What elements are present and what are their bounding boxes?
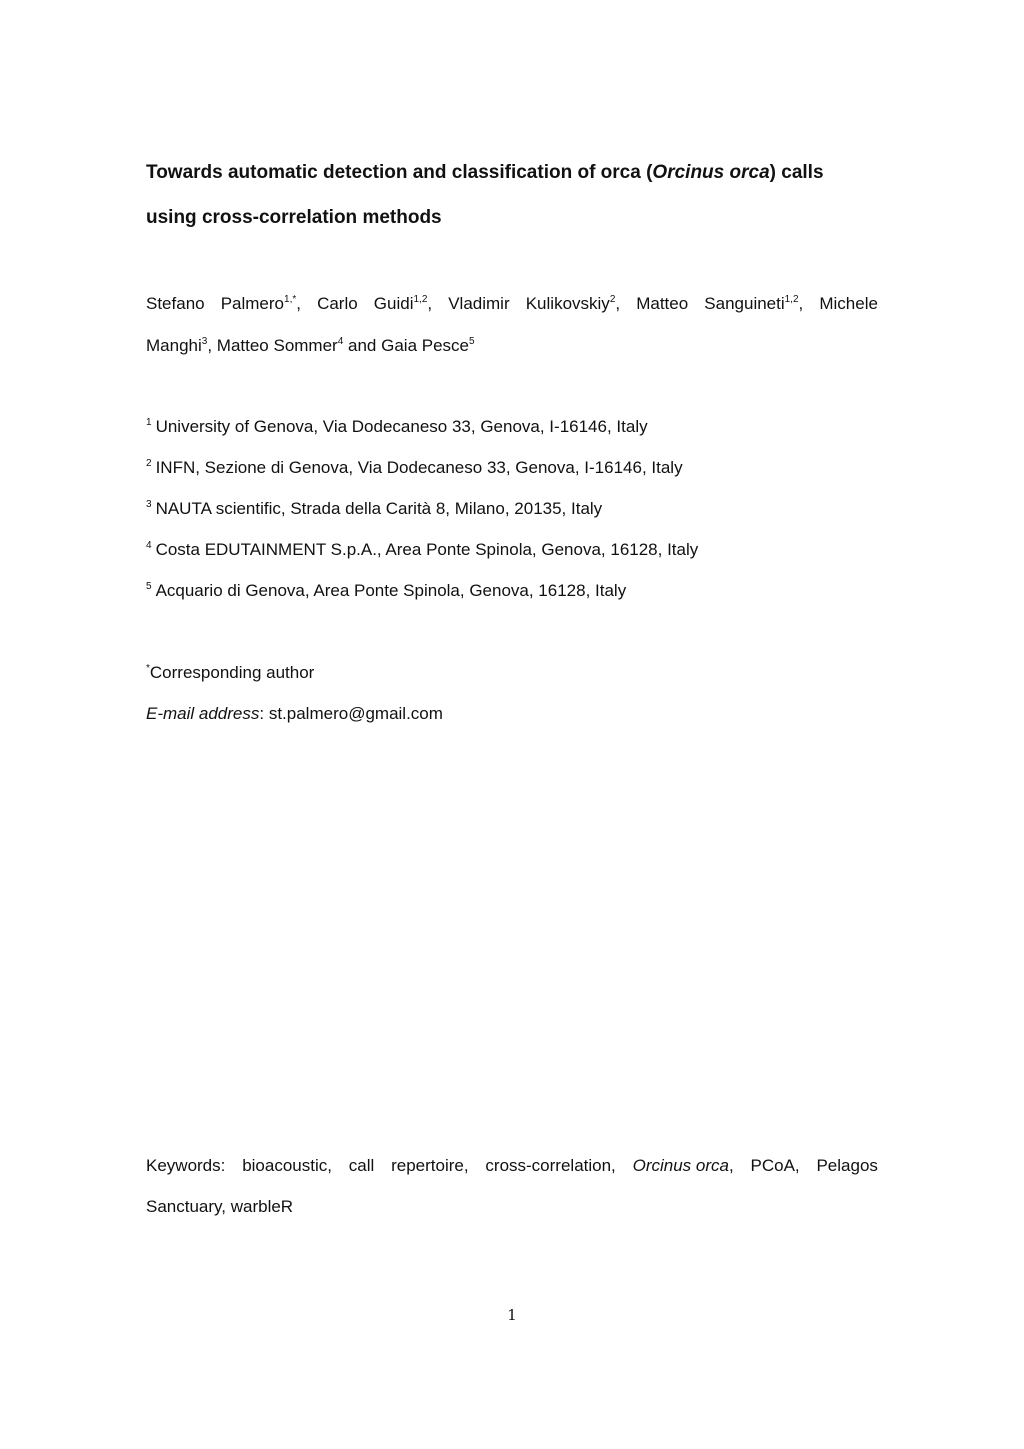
keywords-line-2: Sanctuary, warbleR (146, 1197, 294, 1216)
keywords (146, 1145, 878, 1227)
corresponding-author (146, 652, 878, 734)
title-line-2: using cross-correlation methods (146, 207, 442, 228)
author-word: Guidi$^{1,2}$, (373, 294, 433, 313)
author-line-1 (146, 283, 878, 325)
title-line-1: Towards automatic detection and classification of orca (Orcinus orca) calls (146, 162, 824, 183)
page-number: 1 (507, 1306, 517, 1324)
affiliation-item: $^5$ Acquario di Genova, Area Ponte Spinola, Genova, 16128, Italy (146, 581, 627, 600)
affiliation-list (146, 406, 878, 611)
affiliation-item: $^4$ Costa EDUTAINMENT S.p.A., Area Ponte Spinola, Genova, 16128, Italy (146, 540, 699, 559)
email-address[interactable]: st.palmero@gmail.com (268, 704, 443, 723)
author-list (146, 283, 878, 367)
author-line-2: Manghi$^3$, Matteo Sommer$^4$ and Gaia Pesce$^5$ (146, 336, 475, 355)
affiliation-item: $^2$ INFN, Sezione di Genova, Via Dodecaneso 33, Genova, I-16146, Italy (146, 458, 683, 477)
email-line: E-mail address: st.palmero@gmail.com (146, 704, 443, 723)
keywords-line-1: Keywords: bioacoustic, call repertoire, cross-correlation, Orcinus orca, PCoA, Pelagos (146, 1156, 878, 1175)
affiliation-item: $^1$ University of Genova, Via Dodecaneso 33, Genova, I-16146, Italy (146, 417, 648, 436)
corresponding-label: *Corresponding author (146, 663, 315, 682)
author-word: Michele (819, 294, 878, 313)
species-name: Orcinus orca (652, 162, 770, 183)
author-word: Vladimir (448, 294, 510, 313)
author-word: Palmero$^{1,*}$, (220, 294, 301, 313)
author-word: Stefano (146, 294, 205, 313)
affiliation-item: $^3$ NAUTA scientific, Strada della Carità 8, Milano, 20135, Italy (146, 499, 603, 518)
author-word: Matteo (636, 294, 689, 313)
paper-title (146, 150, 878, 240)
author-word: Sanguineti$^{1,2}$, (704, 294, 804, 313)
author-word: Kulikovskiy$^2$, (525, 294, 621, 313)
author-word: Carlo (317, 294, 358, 313)
